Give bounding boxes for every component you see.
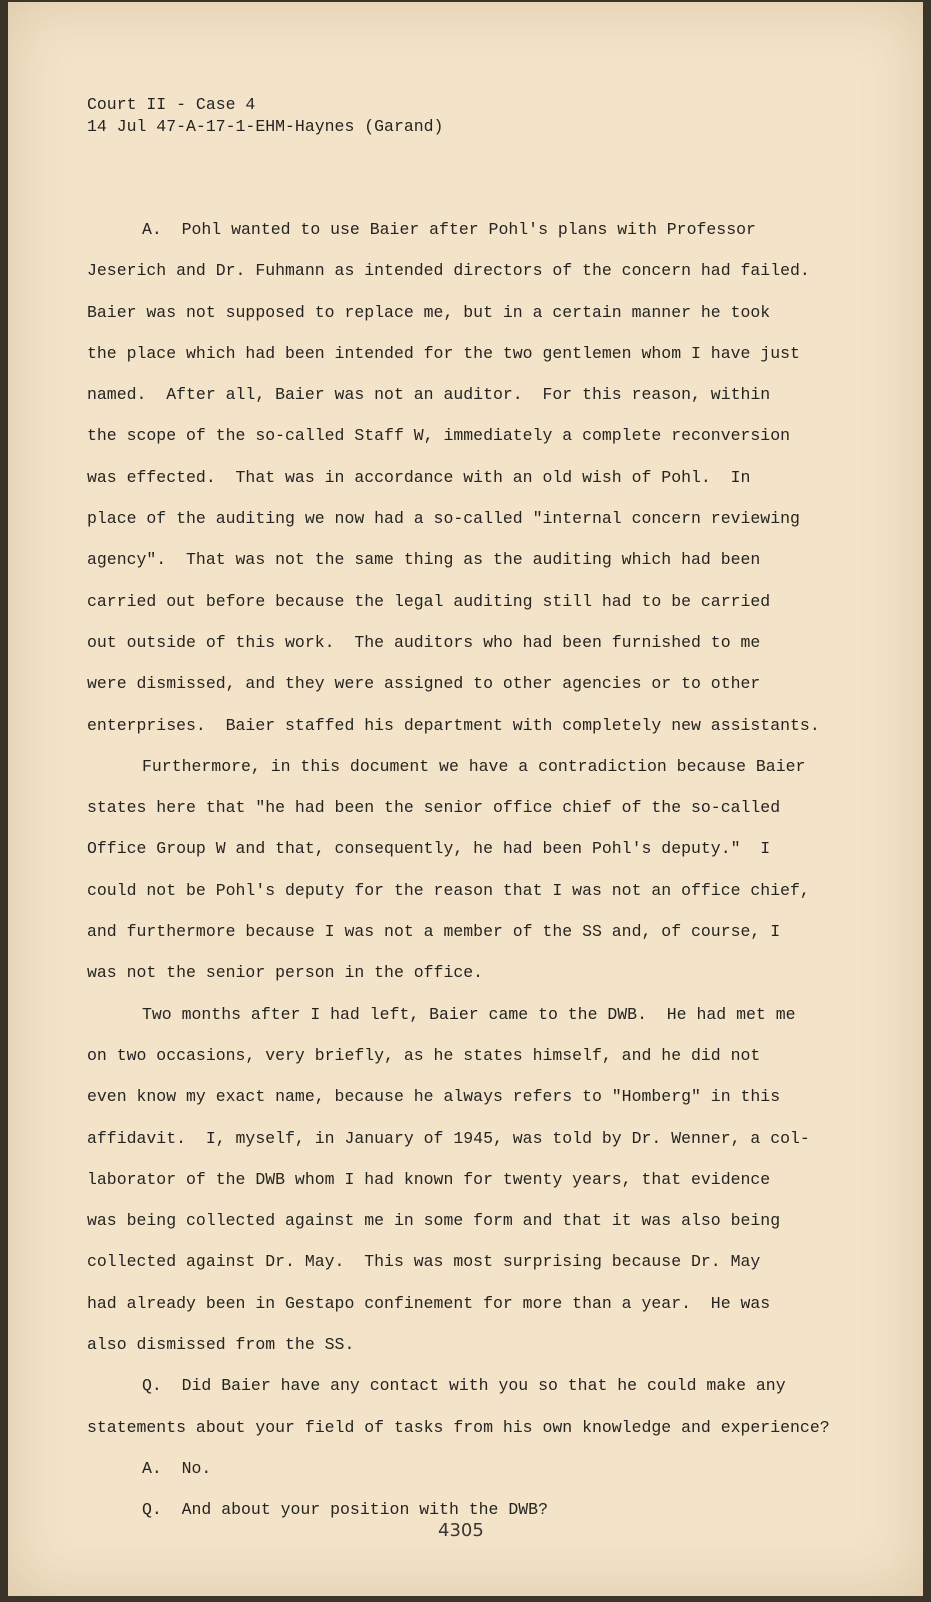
text-line: A. No. (142, 1458, 212, 1478)
text-line: named. After all, Baier was not an auditor. For this reason, within (87, 385, 771, 405)
text-line: and furthermore because I was not a member of the SS and, of course, I (87, 922, 781, 942)
text-line: out outside of this work. The auditors who had been furnished to me (87, 632, 761, 652)
text-line: was not the senior person in the office. (87, 963, 484, 983)
document-page (8, 2, 923, 1596)
date-reference-line: 14 Jul 47-A-17-1-EHM-Haynes (Garand) (87, 117, 444, 136)
text-line: statements about your field of tasks from his own knowledge and experience? (87, 1417, 830, 1437)
text-line: also dismissed from the SS. (87, 1335, 355, 1355)
text-line: laborator of the DWB whom I had known for twenty years, that evidence (87, 1169, 771, 1189)
text-line: was being collected against me in some form and that it was also being (87, 1211, 781, 1231)
text-line: enterprises. Baier staffed his department with completely new assistants. (87, 715, 820, 735)
transcript-body (87, 209, 867, 1531)
text-line: carried out before because the legal auditing still had to be carried (87, 591, 771, 611)
text-line: the place which had been intended for the two gentlemen whom I have just (87, 343, 800, 363)
text-line: Jeserich and Dr. Fuhmann as intended directors of the concern had failed. (87, 261, 810, 281)
page-number: 4305 (438, 1520, 484, 1541)
text-line: even know my exact name, because he always refers to "Homberg" in this (87, 1087, 781, 1107)
text-line: could not be Pohl's deputy for the reason that I was not an office chief, (87, 880, 810, 900)
text-line: Q. Did Baier have any contact with you so that he could make any (142, 1376, 786, 1396)
text-line: were dismissed, and they were assigned to other agencies or to other (87, 674, 761, 694)
text-line: A. Pohl wanted to use Baier after Pohl's plans with Professor (142, 220, 756, 239)
text-line: Baier was not supposed to replace me, but in a certain manner he took (87, 302, 771, 322)
text-line: agency". That was not the same thing as the auditing which had been (87, 550, 761, 570)
text-line: place of the auditing we now had a so-called "internal concern reviewing (87, 509, 800, 529)
text-line: affidavit. I, myself, in January of 1945, was told by Dr. Wenner, a col- (87, 1128, 810, 1148)
text-line: Q. And about your position with the DWB? (142, 1500, 548, 1520)
text-line: had already been in Gestapo confinement for more than a year. He was (87, 1293, 771, 1313)
court-case-line: Court II - Case 4 (87, 95, 256, 114)
text-line: Office Group W and that, consequently, he had been Pohl's deputy." I (87, 839, 771, 859)
case-header (87, 94, 443, 138)
text-line: on two occasions, very briefly, as he states himself, and he did not (87, 1045, 761, 1065)
text-line: Furthermore, in this document we have a contradiction because Baier (142, 756, 806, 776)
text-line: states here that "he had been the senior office chief of the so-called (87, 798, 781, 818)
text-line: collected against Dr. May. This was most surprising because Dr. May (87, 1252, 761, 1272)
text-line: was effected. That was in accordance with an old wish of Pohl. In (87, 467, 751, 487)
text-line: Two months after I had left, Baier came to the DWB. He had met me (142, 1004, 796, 1024)
text-line: the scope of the so-called Staff W, immediately a complete reconversion (87, 426, 791, 446)
